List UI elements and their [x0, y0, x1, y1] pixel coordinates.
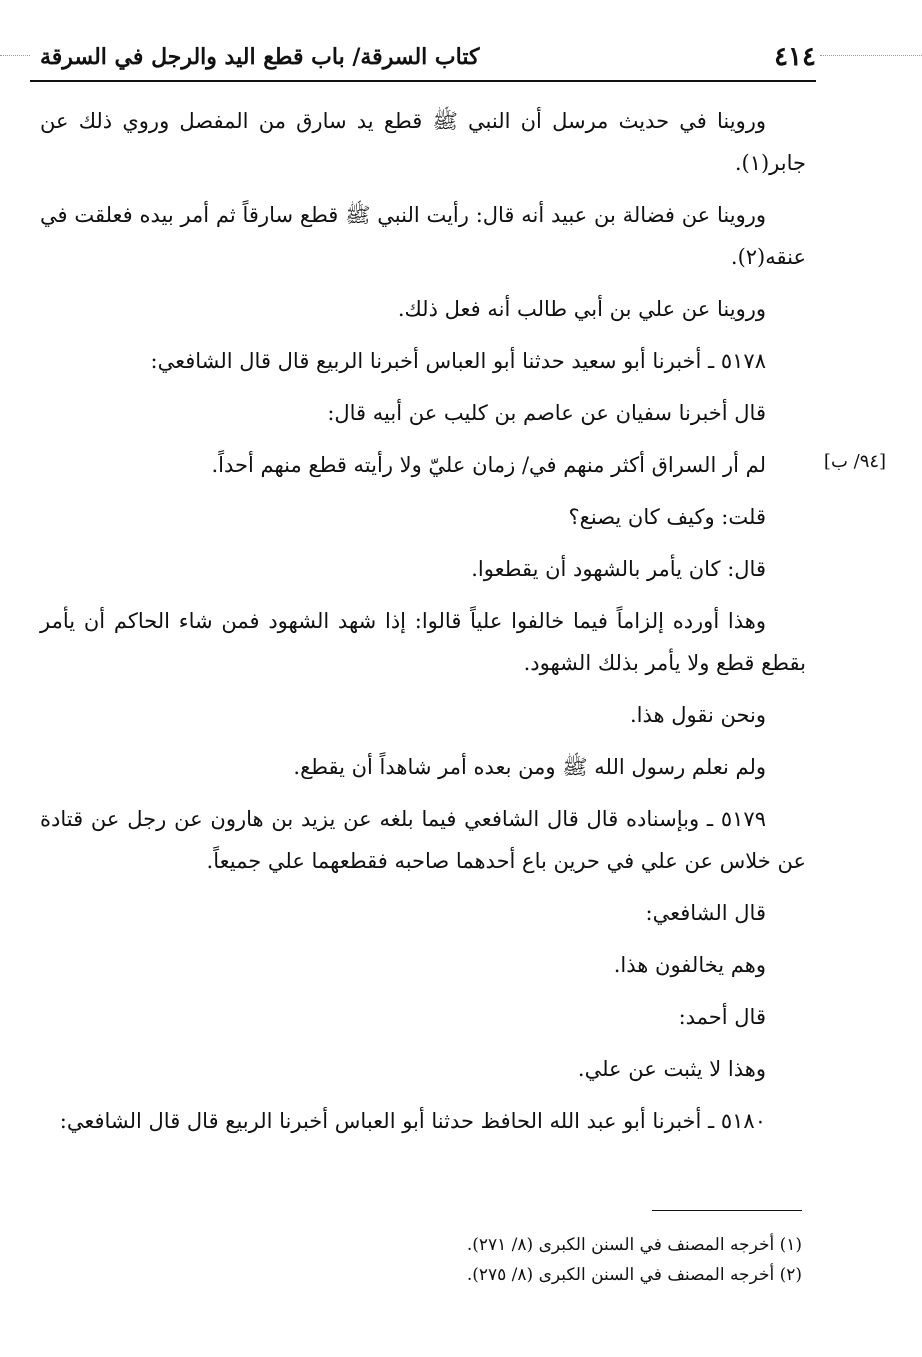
paragraph: وهذا أورده إلزاماً فيما خالفوا علياً قالوا: إذا شهد الشهود فمن شاء الحاكم أن يأمر بقطع قطع ولا يأمر بذلك الشهود.: [40, 609, 806, 675]
paragraph: وهذا لا يثبت عن علي.: [577, 1057, 766, 1081]
paragraph: ونحن نقول هذا.: [629, 703, 766, 727]
footnote-1: (١) أخرجه المصنف في السنن الكبرى (٨/ ٢٧١).: [466, 1235, 802, 1255]
paragraph: لم أر السراق أكثر منهم في/ زمان عليّ ولا رأيته قطع منهم أحداً.: [211, 453, 766, 477]
paragraph: قال: كان يأمر بالشهود أن يقطعوا.: [471, 557, 766, 581]
paragraph: قال أخبرنا سفيان عن عاصم بن كليب عن أبيه قال:: [327, 401, 766, 425]
footnote-2: (٢) أخرجه المصنف في السنن الكبرى (٨/ ٢٧٥).: [466, 1265, 802, 1285]
paragraph: ولم نعلم رسول الله ﷺ ومن بعده أمر شاهداً أن يقطع.: [293, 755, 766, 779]
footnotes: [300, 1230, 802, 1290]
paragraph: وروينا عن فضالة بن عبيد أنه قال: رأيت النبي ﷺ قطع سارقاً ثم أمر بيده فعلقت في عنقه(٢).: [40, 203, 806, 269]
body-text: [40, 100, 806, 1152]
paragraph: وهم يخالفون هذا.: [613, 953, 766, 977]
header-rule-extension-left: [0, 55, 30, 56]
header-rule: [30, 80, 816, 82]
header-rule-extension-right: [820, 55, 922, 56]
page-header: [30, 40, 816, 78]
paragraph: قال أحمد:: [678, 1005, 766, 1029]
running-title: كتاب السرقة/ باب قطع اليد والرجل في السرقة: [40, 44, 480, 70]
paragraph: قلت: وكيف كان يصنع؟: [568, 505, 766, 529]
paragraph: وروينا في حديث مرسل أن النبي ﷺ قطع يد سارق من المفصل وروي ذلك عن جابر(١).: [40, 109, 806, 175]
hadith-5178: ٥١٧٨ ـ أخبرنا أبو سعيد حدثنا أبو العباس أخبرنا الربيع قال قال الشافعي:: [150, 349, 766, 373]
hadith-5179: ٥١٧٩ ـ وبإسناده قال قال الشافعي فيما بلغه عن يزيد بن هارون عن رجل عن قتادة عن خلاس عن علي في حرين باع أحدهما صاحبه فقطعهما علي جميعاً.: [40, 807, 806, 873]
page-number: ٤١٤: [774, 42, 816, 72]
hadith-5180: ٥١٨٠ ـ أخبرنا أبو عبد الله الحافظ حدثنا أبو العباس أخبرنا الربيع قال قال الشافعي:: [59, 1109, 766, 1133]
footnote-rule: [652, 1210, 802, 1211]
paragraph: وروينا عن علي بن أبي طالب أنه فعل ذلك.: [397, 297, 766, 321]
paragraph: قال الشافعي:: [645, 901, 766, 925]
marginal-folio-note: [٩٤/ ب]: [823, 451, 887, 472]
